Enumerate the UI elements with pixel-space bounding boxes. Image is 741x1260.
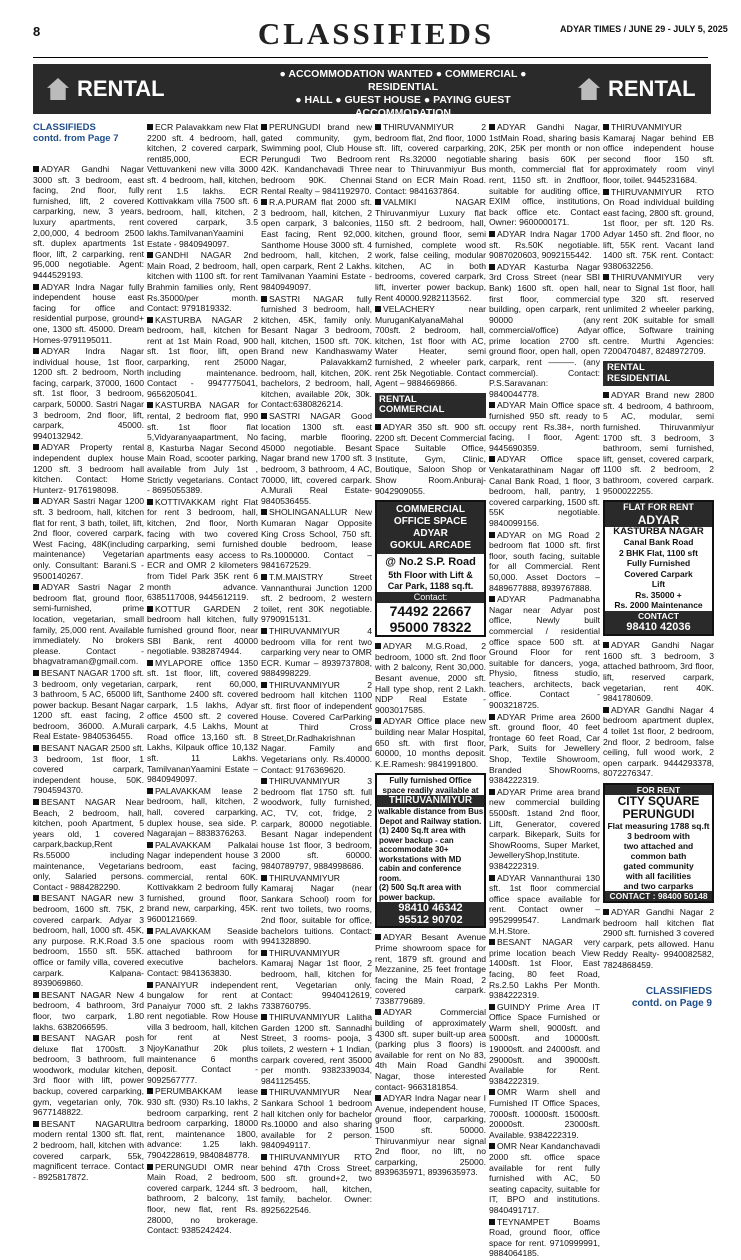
ad-listing: THIRUVANMIYUR Kamaraj Nagar behind EB office independent house second floor 150 sft. approximately room vinyl floor, toilet. 9445231684. xyxy=(603,122,714,185)
column-1 xyxy=(33,122,144,1183)
ad-listing: ADYAR Main Office space furnished 950 sft. ready to occupy rent Rs.38+, north facing, I floor, Agent: 9445690359. xyxy=(489,400,600,453)
ad-listing: BESANT NAGAR very prime location beach View 1400sft. 1st Floor, East facing, 80 feet Road, Rs.2.50 Lakhs Per Month. 9384222319. xyxy=(489,937,600,1001)
ad-listing: ADYAR Vannanthurai 130 sft. 1st floor commercial office space available for rent. Contact owner – 9952999547. Landmark M.H.Store. xyxy=(489,872,600,936)
page-number: 8 xyxy=(33,24,41,39)
continued-from: CLASSIFIEDS contd. from Page 7 xyxy=(33,122,119,144)
ad-listing: THIRUVANMIYUR 2 bedroom hall kitchen 1100 sft. first floor of independent House. Covered CarParking at Third Cross Street,Dr.Radhakrishnan Nagar. Family and Vegetarians only. Rs.40000. Contact: 9176369620. xyxy=(261,679,372,775)
section-rental-residential: RENTAL RESIDENTIAL xyxy=(603,361,714,386)
ad-listing: ADYAR Sastri Nagar 1200 sft. 3 bedroom, hall, kitchen flat for rent, 3 bath, toilet, lift, 2nd floor, covered carpark, West Facing, 48K(including maintenance) Vegetarian only. Consultant: Barani.S - 9500140267. xyxy=(33,496,144,581)
ad-listing: PERUNGUDI brand new gated community, gym, Swimming pool, Club House Perungudi Two Bedroom 42K. Kandanchavadi Three bedroom 90K. Chennai Rental Realty – 9841192970. xyxy=(261,122,372,196)
ad-listing: PERUMBAKKAM lease 930 sft. (930) Rs.10 lakhs, 2 bedroom carparking, rent 2 bedroom carparking, 18000 rent, maintenance 1800, advance: 1.25 lakh. 7904228619, 9840848778. xyxy=(147,1086,258,1160)
ad-listing: ADYAR Office space Venkatarathinam Nagar off Canal Bank Road, 1 floor, 3 bedroom, hall, pantry, 1 covered carparking, 1500 sft. 55K negotiable. 9840099156. xyxy=(489,454,600,528)
ad-listing: ADYAR M.G.Road, 2 bedroom, 1000 sft. 2nd floor with 2 balcony, Rent 30,000. Besant avenue, 2000 sft. Hall type shop, rent 2 Lakh. NDP Real Estate - 9003017585. xyxy=(375,641,486,715)
house-icon xyxy=(578,78,600,100)
ad-listing: ADYAR Property rental independent duplex house 1200 sft. 3 bedroom hall kitchen. Contact: Home Hunterz- 9176198098. xyxy=(33,442,144,495)
column-6 xyxy=(603,122,714,971)
ad-box-gokul-arcade: COMMERCIAL OFFICE SPACE ADYAR GOKUL ARCADE @ No.2 S.P. Road 5th Floor with Lift & Car Park, 1188 sq.ft. Contact: 74492 22667 95000 78322 xyxy=(375,500,486,637)
ad-listing: ADYAR Prime area 2600 sft. ground floor, 40 feet frontage 60 feet Road, Car Park, Suits for Jewellery Shop, Textile Showroom, Branded ShowRooms, 9384222319. xyxy=(489,711,600,786)
ad-listing: VALMIKI NAGAR Thiruvanmiyur Luxury flat 1150 sft. 2 bedroom, hall, kitchen, ground floor, semi furnished, complete wood work, false ceiling, modular kitchen, AC in both bedrooms, covered carpark, lift, inverter power backup, Rent 40000.9282113562. xyxy=(375,197,486,303)
column-3 xyxy=(261,122,372,1217)
page-header xyxy=(0,0,741,62)
banner-categories: ● ACCOMMODATION WANTED ● COMMERCIAL ● RESIDENTIAL ● HALL ● GUEST HOUSE ● PAYING GUEST ACCOMMODATION xyxy=(279,68,527,119)
ad-listing: ADYAR Besant Avenue Prime showroom space for rent, 1879 sft. ground and Mezzanine, 25 feet frontage facing the Main Road, 2 covered carpark. 7338779689. xyxy=(375,932,486,1006)
ad-listing: ADYAR Indra Nagar 1700 sft. Rs.50K negotiable. 9087020603, 9092155442. xyxy=(489,228,600,261)
ad-listing: MYLAPORE office 1350 sft. 1st floor, lift, covered carpark, rent 60,000, Santhome 2400 sft. covered carpark, 1.5 lakhs, Adyar office 4500 sft. 2 covered carpark, 4.5 Lakhs, Mount Road office 13,160 sft. 8 Lakhs, Kilpauk office 10,132 sft. 11 Lakhs. TamilvananYaamini Estate – 9840949097. xyxy=(147,657,258,785)
ad-listing: BESANT NAGAR Near Beach, 2 bedroom, hall, kitchen, pooh Apartment, 5 years old, 1 covered carpark,backup,Rent Rs.55000 including maintenance, Vegetarians only, Salaried persons. Contact - 9884282290. xyxy=(33,797,144,892)
column-2 xyxy=(147,122,258,1237)
ad-listing: SHOLINGANALLUR New Kumaran Nagar Opposite King Cross School, 750 sft. double bedroom, lease Rs.1000000. Contact – 9841672529. xyxy=(261,507,372,571)
ad-listing: SASTRI NAGAR fully furnished 3 bedroom, hall, kitchen, 45K, family only. Besant Nagar 3 bedroom, hall, kitchen, 1500 sft. 70K. Brand new Kandhaswamy Nagar, Palavakkam2 bedroom, hall, kitchen, 20K. bachelors, 2 bedroom, hall, kitchen, available 20k, 30k. Contact:6380826214. xyxy=(261,293,372,410)
ad-listing: THIRUVANMIYUR 3 bedroom flat 1750 sft. full woodwork, fully furnished, AC, TV, cot, fridge, 2 carpark, 80000 negotiable. Besant Nagar independent house 1st floor, 3 bedroom, 2000 sft. 60000. 9840789797, 9884998686. xyxy=(261,776,372,871)
ad-listing: ADYAR Gandhi Nagar 3000 sft. 3 bedroom, east facing, 2nd floor, fully furnished, lift, 2 covered carparking, new, 3 years, luxury apartments, rent 2,00,000, 4 bedroom 2500 sft. duplex apartments 1st floor, lift, 2 carparking, rent 95,000 negotiable. Agent: 9444529193. xyxy=(33,164,144,280)
masthead-title: CLASSIFIEDS xyxy=(257,16,495,51)
ad-box-thiruvanmiyur-office: Fully furnished Office space readily available at THIRUVANMIYUR walkable distance from Bus Depot and Railway station. (1) 2400 Sq.ft area with power backup - can accommodate 30+ workstations with MD cabin and conference room. (2) 500 Sq.ft area with power backup. 98410 46342 95512 90702 xyxy=(375,773,486,928)
ad-listing: GUINDY Prime Area IT Office Space Furnished or Warm shell, 9000sft. and 5000sft. and 10000sft. 19000sft. and 24000sft. and 29000sft. and 39000sft. Available for Rent. 9384222319. xyxy=(489,1001,600,1086)
ad-listing: THIRUVANMIYUR 4 bedroom villa for rent two carparking very near to OMR ECR. Kumar – 8939737808, 9884998229. xyxy=(261,625,372,679)
ad-listing: KASTURBA NAGAR for rental, 2 bedroom flat, 990 sft. 1st floor flat 5,Vidyaranyaapartment, No 8, Kasturba Nagar Second Main Road, scooter parking, available from July 1st , Strictly vegetarians. Contact - 8695055389. xyxy=(147,400,258,496)
ad-listing: VELACHERY near MuruganKalyanaMahal 700sft. 2 bedroom, hall, kitchen, 1st floor with AC, Water Heater, semi furnished, 2 wheeler park, rent 25k Negotiable. Contact Agent – 9884669866. xyxy=(375,304,486,389)
ad-listing: ADYAR Indra Nagar fully independent house east facing for office and residential purpose, ground+ one, 1300 sft. 45000. Dream Homes-9791195011. xyxy=(33,281,144,345)
ad-listing: SASTRI NAGAR Good location 1300 sft. east facing, marble flooring, 45000 negotiable. Besant Nagar brand new 1700 sft. 3 bedroom, 3 bathroom, 4 AC, 70000, lift, covered carpark. A.Murali Real Estate- 9840536455. xyxy=(261,411,372,506)
ad-listing: ADYAR on MG Road 2 bedroom flat 1000 sft. first floor, south facing, suitable for all Commercial. Rent 50,000. Asset Doctors – 8489677888, 8939767888. xyxy=(489,529,600,593)
ad-box-city-square: FOR RENT CITY SQUARE PERUNGUDI Flat measuring 1788 sq.ft 3 bedroom with two attached and common bath gated community with all facilities and two carparks CONTACT : 98400 50148 xyxy=(603,783,714,903)
ad-listing: ADYAR Indra Nagar individual house, 1st floor, 1200 sft. 2 bedroom, North facing, carpark, 37000, 1600 sft. 1st floor, 3 bedroom, carpark, 50000. Sastri Nagar 3 bedroom, 2nd floor, lift, carpark, 45000. 9940132942. xyxy=(33,346,144,441)
ad-listing: BESANT NAGAR 2500 sft. 3 bedroom, 1st floor, 1 covered carpark, independent house, 50K. 7904594370. xyxy=(33,743,144,796)
ad-listing: PALAVAKKAM lease 2 bedroom, hall, kitchen, 2 hall, covered carparking, duplex house, sea side. P. Nagarajan – 8838376263. xyxy=(147,785,258,839)
ad-listing: ADYAR Sastri Nagar 2 bedroom flat, ground floor, semi-furnished, prime location, vegetarian, small family, 25,000 rent. Available immediately. No brokers please. Contact - bhagvatraman@gmail.com. xyxy=(33,582,144,667)
ad-listing: ADYAR Gandhi Nagar 1600 sft. 3 bedroom, 3 attached bathroom, 3rd floor, lift, reserved carpark, vegetarian, rent 40K. 9841780609. xyxy=(603,640,714,704)
ad-listing: THIRUVANMIYUR Near Sankara School 1 bedroom hall kitchen only for bachelor Rs.10000 and also sharing available for 2 person. 9840949117. xyxy=(261,1087,372,1151)
ad-listing: PALAVAKKAM Palkalai Nagar independent house 3 bedroom, east facing, commercial, rental 60K. Kottivakkam 2 bedroom fully furnished, ground floor, brand new, carparking, 45K. 9600121669. xyxy=(147,839,258,924)
ad-listing: ADYAR Gandhi Nagar 4 bedroom apartment duplex, 4 toilet 1st floor, 2 bedroom, 2nd floor, 2 bedroom, false ceiling, full wood work, 2 open carpark. 9444293378, 8072276347. xyxy=(603,704,714,779)
section-banner xyxy=(33,64,711,119)
section-rental-commercial: RENTAL COMMERCIAL xyxy=(375,393,486,418)
banner-label-left: RENTAL xyxy=(47,64,165,114)
ad-listing: THIRUVANMIYUR Kamaraj Nagar (near Sankara School) room for rent two toilets, two rooms, 2nd floor, suitable for office, bachelors tuitions. Contact: 9941328890. xyxy=(261,872,372,947)
issue-date: ADYAR TIMES / JUNE 29 - JULY 5, 2025 xyxy=(560,24,728,34)
column-4 xyxy=(375,122,486,1179)
ad-listing: PANAIYUR independent bungalow for rent at Panaiyur 7000 sft. 2 lakhs rent negotiable. Row House villa 3 bedroom, hall, kitchen for rent at Nest NjoyKanathur 20k plus maintenance 6 months deposit. Contact - 9092567777. xyxy=(147,979,258,1085)
ad-listing: ADYAR 350 sft. 900 sft. 2200 sft. Decent Commercial Space Suitable Office, Institute, Gym, Clinic, Boutique, Saloon Shop or Show Room.Anburaj- 9042909055. xyxy=(375,422,486,496)
header-rule xyxy=(33,57,708,58)
ad-listing: ADYAR Indra Nagar near I Avenue, independent house, ground floor, carparking, 1500 sft. 50000. Thiruvanmiyur near signal 2nd floor, no lift, no carparking, 25000. 8939635971, 8939635973. xyxy=(375,1093,486,1178)
ad-listing: ADYAR Gandhi Nagar 2 bedroom hall kitchen flat 2900 sft. furnished 3 covered carpark, pets allowed. Hanu Reddy Realty- 9940082582, 7824868459. xyxy=(603,906,714,970)
ad-listing: KASTURBA NAGAR 2 bedroom, hall, kitchen for rent at 1st Main Road, 900 sft. 1st floor, lift, open carparking, rent 25000 including maintenance. Contact - 9947775041, 9656205041. xyxy=(147,314,258,399)
ad-listing: THIRUVANMIYUR Lalitha Garden 1200 sft. Sannadhi Street, 3 rooms- pooja, 3 toilets, 2 western + 1 Indian, carpark covered, rent 35000 per month. 9382339034, 9841125455. xyxy=(261,1012,372,1086)
ad-box-kasturba-nagar: FLAT FOR RENT ADYAR KASTURBA NAGAR Canal Bank Road 2 BHK Flat, 1100 sft Fully Furnished Covered Carpark Lift Rs. 35000 + Rs. 2000 Maintenance CONTACT 98410 42036 xyxy=(603,500,714,636)
ad-listing: THIRUVANMIYUR very near to Signal 1st floor, hall type 320 sft. reserved unlimited 2 wheeler parking, rent 20K suitable for small office, Software training centre. Murthi Agencies: 7200470487, 8248972709. xyxy=(603,272,714,357)
continued-on: CLASSIFIEDS contd. on Page 9 xyxy=(631,986,712,1009)
ad-listing: PERUNGUDI OMR near Main Road, 2 bedroom, covered carpark, 1244 sft. 3 bathroom, 2 balcony, 1st floor, new flat, rent Rs. 28000, no brokerage. Contact: 9385242424. xyxy=(147,1161,258,1236)
ad-listing: T.M.MAISTRY Street Vannanthurai Junction 1200 sft. 2 bedroom, 2 western toilet, rent 30K negotiable. 9790915131. xyxy=(261,571,372,625)
ad-listing: GANDHI NAGAR 2nd Main Road, 2 bedroom, hall, kitchen with 1100 sft. for rent Brahmin families only, Rent Rs.35000/per month. Contact: 9791819332. xyxy=(147,250,258,314)
ad-listing: BESANT NAGAR 1700 sft. 3 bedroom, only vegetarian, 3 bathroom, 5 AC, 65000 lift, power backup. Besant Nagar 1200 sft. east facing, 2 bedroom, 36000. A.Murali Real Estate- 9840536455. xyxy=(33,667,144,742)
ad-listing: ECR Palavakkam new Flat 2200 sft. 4 bedroom, hall, kitchen, 2 covered carpark, rent85,000, ECR Vettuvankeni new villa 3000 sft. 4 bedroom, hall, kitchen, rent 1.5 lakhs. ECR Kottivakkam villa 7500 sft. 6 bedroom, hall, kitchen, 2 covered carpark, 3.5 lakhs.TamilvananYaamini Estate - 9840949097. xyxy=(147,122,258,249)
ad-listing: THIRUVANMIYUR RTO behind 47th Cross Street, 500 sft. ground+2, two bedroom, hall, kitchen, family, bachelor. Owner: 8925622546. xyxy=(261,1152,372,1215)
house-icon xyxy=(47,78,69,100)
ad-listing: OMR Warm shell and Furnished IT Office Spaces, 7000sft. 10000sft. 15000sft. 20000sft. 23000sft. Available. 9384222319. xyxy=(489,1087,600,1140)
ad-listing: BESANT NAGAR new 3 bedroom, 1600 sft. 75K, 2 covered carpark. Adyar 3 bedroom, hall, 1000 sft. 45K, any purpose. R.K.Road 3.5 bedroom, 1550 sft. 55K. office or family villa, covered carpark. Kalpana-8939069860. xyxy=(33,893,144,989)
ad-listing: BESANT NAGAR New 4 bedroom, 4 bathroom, 3rd floor, two carpark, 1.80 lakhs. 6382066595. xyxy=(33,989,144,1032)
ad-listing: ADYAR Brand new 2800 sft. 4 bedroom, 4 bathroom, 5 AC, modular, semi furnished. Thiruvanmiyur 1700 sft. 3 bedroom, 3 bathroom, semi furnished, lift, genset, covered carpark, 1100 sft. 2 bedroom, 2 bathroom, covered carpark. 9500022255. xyxy=(603,390,714,496)
ad-listing: BESANT NAGARUltra modern rental 1300 sft. flat, 2 bedroom, hall, kitchen with covered carpark, 55k, magnificent terrace. Contact - 8925817872. xyxy=(33,1118,144,1182)
ad-listing: ADYAR Office place new building near Malar Hospital, 650 sft. with first floor, 60000, 10 months deposit. K.E.Ramesh: 9841991800. xyxy=(375,716,486,769)
ad-listing: R.A.PURAM flat 2000 sft. 3 bedroom, hall, kitchen, 2 open carpark, 3 balconies, East facing, Rent 92,000. Santhome House 3000 sft. 4 bedroom, hall, kitchen, 2 open carpark, Rent 2 Lakhs. Tamilvanan Yaamini Estate - 9840949097. xyxy=(261,197,372,292)
ad-listing: ADYAR Commercial building of approximately 4300 sft. super built-up area (parking plus 3 floors) is available for rent on No 83, 4th Main Road Gandhi Nagar, those interested contact- 9663181854. xyxy=(375,1007,486,1092)
ad-listing: KOTTUR GARDEN 2 bedroom hall kitchen, fully furnished ground floor, near SBI Bank, rent 40000 negotiable. 9382874944. xyxy=(147,603,258,657)
ad-listing: ADYAR Prime area brand new commercial building 5500sft. 1stand 2nd floor, Lift, Generator, covered carpark. Bikepark, Suits for ShowRooms, Super Market, JewelleryShop,Institute. 9384222319. xyxy=(489,786,600,871)
ad-listing: THIRUVANMIYUR 2 bedroom flat, 2nd floor, 1000 sft. lift, covered carparking, rent Rs.32000 negotiable near to Thiruvanmiyur Bus Stand on ECR Main Road. Contact: 9841637864. xyxy=(375,122,486,196)
ad-listing: BESANT NAGAR posh deluxe flat 1700sft. 3 bedroom, 3 bathroom, full woodwork, modular kitchen, 3rd floor with lift, power backup, covered carparking, gym, vegetarian only, 70k. 9677148822. xyxy=(33,1033,144,1118)
ad-listing: PALAVAKKAM Seaside one spacious room with attached bathroom for executive bachelors. Contact: 9841363830. xyxy=(147,925,258,978)
ad-listing: ADYAR Gandhi Nagar, 1stMain Road, sharing basis 20K, 25K per month or non sharing basis 60K per month, commercial flat for rent, 1150 sft. in 2ndfloor, suitable for auditing office, EXIM office, institutions, back office etc. Contact Owner: 9600000171. xyxy=(489,122,600,228)
ad-listing: OMR Near Kandanchavadi 2000 sft. office space available for rent fully furnished with AC, 50 seating capacity, suitable for IT, BPO and institutions. 9840491717. xyxy=(489,1141,600,1215)
banner-label-right: RENTAL xyxy=(578,64,696,114)
ad-listing: TEYNAMPET Boams Road, ground floor, office space for rent. 9710999991, 9884064185. xyxy=(489,1216,600,1259)
ad-listing: ADYAR Padmanabha Nagar near Adyar post office, Newly built commercial / residential office space 500 sft. at Ground Floor for rent suitable for dancers, yoga, Physio, fitness studio, teachers, architects, back office. Contact - 9003218725. xyxy=(489,594,600,711)
column-5 xyxy=(489,122,600,1260)
ad-listing: THIRUVANMIYUR RTO On Road individual building east facing, 2800 sft. ground, 1st floor, per sft. 120 Rs. Adyar 1450 sft. 2nd floor, no lift, 55K rent. Vacant land 1400 sft. 75K rent. Contact: 9380632256. xyxy=(603,186,714,271)
ad-listing: THIRUVANMIYUR Kamaraj Nagar 1st floor, 2 bedroom, hall, kitchen for rent, Vegetarian only. Contact: 9940412619, 7338760795. xyxy=(261,947,372,1011)
ad-listing: KOTTIVAKKAM right Flat for rent 3 bedroom, hall, kitchen, 2nd floor, North facing with two covered carparking, semi furnished apartments easy access to ECR and OMR 2 kilometers from Tidel Park 35K rent 6 month advance. 6385117008, 9445612119. xyxy=(147,496,258,603)
ad-listing: ADYAR Kasturba Nagar 3rd Cross Street (near SBI Bank) 1600 sft. open hall, first floor, commercial building, open carpark, rent 90000 (any commercial/office) Adyar prime location 2700 sft. ground floor, open hall, open carpark, rent ———. (any commercial). Contact: P.S.Saravanan: 9840044778. xyxy=(489,261,600,399)
